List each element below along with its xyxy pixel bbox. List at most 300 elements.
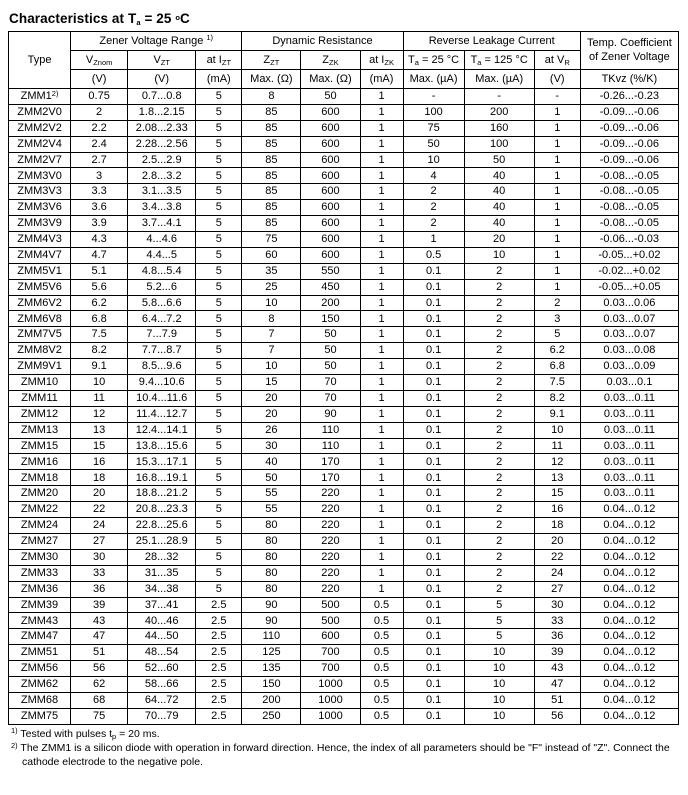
- unit-izt: (mA): [196, 70, 242, 89]
- value-cell: 8.2: [534, 390, 580, 406]
- value-cell: 2: [464, 343, 534, 359]
- value-cell: 1: [360, 263, 403, 279]
- value-cell: 1: [360, 216, 403, 232]
- value-cell: 0.04...0.12: [580, 629, 678, 645]
- table-row: [9, 676, 679, 692]
- group-header-reverse-leakage-current: Reverse Leakage Current: [403, 32, 580, 51]
- type-cell: ZMM22: [9, 502, 71, 518]
- value-cell: 170: [301, 454, 360, 470]
- table-row: [9, 486, 679, 502]
- value-cell: 2.5: [196, 692, 242, 708]
- value-cell: 1: [403, 232, 464, 248]
- col-header-vznom: $V_{Znom}$: [71, 51, 128, 70]
- value-cell: 1000: [301, 692, 360, 708]
- value-cell: 70: [301, 375, 360, 391]
- unit-leakage-25: Max. (µA): [403, 70, 464, 89]
- value-cell: 5.1: [71, 263, 128, 279]
- unit-zzk: Max. (Ω): [301, 70, 360, 89]
- value-cell: 13: [534, 470, 580, 486]
- value-cell: 6.8: [71, 311, 128, 327]
- table-row: [9, 247, 679, 263]
- value-cell: 1: [360, 279, 403, 295]
- value-cell: 11: [534, 438, 580, 454]
- value-cell: 40...46: [128, 613, 196, 629]
- value-cell: 0.1: [403, 645, 464, 661]
- value-cell: 100: [403, 104, 464, 120]
- value-cell: 1: [360, 200, 403, 216]
- footnotes: [8, 728, 684, 771]
- value-cell: 200: [242, 692, 301, 708]
- value-cell: 1: [360, 152, 403, 168]
- value-cell: 0.03...0.08: [580, 343, 678, 359]
- table-row: [9, 200, 679, 216]
- value-cell: 0.1: [403, 375, 464, 391]
- value-cell: 7: [242, 343, 301, 359]
- value-cell: -0.09...-0.06: [580, 152, 678, 168]
- col-header-at-vr: at $V_R$: [534, 51, 580, 70]
- value-cell: 3.4...3.8: [128, 200, 196, 216]
- value-cell: 135: [242, 661, 301, 677]
- type-cell: ZMM39: [9, 597, 71, 613]
- value-cell: -0.26...-0.23: [580, 89, 678, 105]
- value-cell: 50: [242, 470, 301, 486]
- type-cell: ZMM5V6: [9, 279, 71, 295]
- value-cell: 2: [464, 438, 534, 454]
- value-cell: 5: [196, 152, 242, 168]
- value-cell: 8.5...9.6: [128, 359, 196, 375]
- value-cell: -: [534, 89, 580, 105]
- table-row: [9, 708, 679, 724]
- value-cell: 0.04...0.12: [580, 708, 678, 724]
- value-cell: 2: [464, 502, 534, 518]
- table-row: [9, 375, 679, 391]
- value-cell: 1: [534, 247, 580, 263]
- table-row: [9, 263, 679, 279]
- value-cell: 110: [301, 438, 360, 454]
- type-cell: ZMM3V9: [9, 216, 71, 232]
- value-cell: 600: [301, 104, 360, 120]
- value-cell: 2.5: [196, 676, 242, 692]
- value-cell: 600: [301, 629, 360, 645]
- value-cell: 5: [196, 279, 242, 295]
- table-row: [9, 597, 679, 613]
- table-row: [9, 565, 679, 581]
- value-cell: 600: [301, 152, 360, 168]
- value-cell: 0.1: [403, 692, 464, 708]
- value-cell: 2: [464, 565, 534, 581]
- table-row: [9, 120, 679, 136]
- value-cell: 150: [242, 676, 301, 692]
- value-cell: 33: [534, 613, 580, 629]
- type-cell: ZMM18: [9, 470, 71, 486]
- value-cell: 37...41: [128, 597, 196, 613]
- characteristics-table: [8, 31, 679, 725]
- value-cell: 0.1: [403, 533, 464, 549]
- value-cell: 10: [242, 359, 301, 375]
- value-cell: 0.03...0.09: [580, 359, 678, 375]
- type-cell: ZMM6V8: [9, 311, 71, 327]
- value-cell: 1: [360, 168, 403, 184]
- value-cell: 220: [301, 549, 360, 565]
- type-cell: ZMM43: [9, 613, 71, 629]
- value-cell: 2: [464, 581, 534, 597]
- table-row: [9, 661, 679, 677]
- value-cell: 58...66: [128, 676, 196, 692]
- value-cell: 5: [196, 581, 242, 597]
- value-cell: 0.5: [403, 247, 464, 263]
- value-cell: 200: [464, 104, 534, 120]
- value-cell: 0.04...0.12: [580, 597, 678, 613]
- value-cell: 0.04...0.12: [580, 645, 678, 661]
- table-row: [9, 645, 679, 661]
- value-cell: 55: [242, 502, 301, 518]
- type-cell: ZMM9V1: [9, 359, 71, 375]
- value-cell: 15: [71, 438, 128, 454]
- value-cell: 0.75: [71, 89, 128, 105]
- value-cell: 700: [301, 661, 360, 677]
- type-cell: ZMM30: [9, 549, 71, 565]
- value-cell: 2: [464, 470, 534, 486]
- value-cell: 600: [301, 168, 360, 184]
- value-cell: 1: [360, 120, 403, 136]
- value-cell: 22.8...25.6: [128, 518, 196, 534]
- value-cell: 0.1: [403, 661, 464, 677]
- table-row: [9, 390, 679, 406]
- value-cell: 30: [534, 597, 580, 613]
- value-cell: 1: [360, 486, 403, 502]
- value-cell: 20: [464, 232, 534, 248]
- table-row: [9, 343, 679, 359]
- value-cell: 20: [242, 390, 301, 406]
- value-cell: 47: [534, 676, 580, 692]
- value-cell: 2.4: [71, 136, 128, 152]
- value-cell: 1: [360, 89, 403, 105]
- type-cell: ZMM6V2: [9, 295, 71, 311]
- value-cell: 80: [242, 565, 301, 581]
- type-cell: ZMM56: [9, 661, 71, 677]
- value-cell: 0.5: [360, 597, 403, 613]
- value-cell: 220: [301, 486, 360, 502]
- value-cell: 5: [196, 438, 242, 454]
- value-cell: 1: [360, 359, 403, 375]
- table-row: [9, 502, 679, 518]
- value-cell: 7.5: [71, 327, 128, 343]
- value-cell: 5: [196, 216, 242, 232]
- value-cell: 2: [464, 390, 534, 406]
- value-cell: 2: [464, 279, 534, 295]
- value-cell: 2: [464, 263, 534, 279]
- value-cell: 25.1...28.9: [128, 533, 196, 549]
- table-row: [9, 359, 679, 375]
- value-cell: 0.5: [360, 692, 403, 708]
- type-cell: ZMM13: [9, 422, 71, 438]
- col-header-type: Type: [9, 32, 71, 89]
- value-cell: 3.6: [71, 200, 128, 216]
- value-cell: 170: [301, 470, 360, 486]
- value-cell: 2.2: [71, 120, 128, 136]
- value-cell: 5: [196, 533, 242, 549]
- value-cell: 12.4...14.1: [128, 422, 196, 438]
- value-cell: 0.1: [403, 518, 464, 534]
- unit-vznom: (V): [71, 70, 128, 89]
- value-cell: 20: [71, 486, 128, 502]
- value-cell: 70...79: [128, 708, 196, 724]
- type-cell: ZMM10: [9, 375, 71, 391]
- value-cell: 5: [196, 247, 242, 263]
- table-row: [9, 136, 679, 152]
- value-cell: -0.02...+0.02: [580, 263, 678, 279]
- value-cell: 10: [464, 661, 534, 677]
- value-cell: 85: [242, 104, 301, 120]
- value-cell: 7: [242, 327, 301, 343]
- type-cell: ZMM2V4: [9, 136, 71, 152]
- value-cell: 10: [464, 247, 534, 263]
- value-cell: 47: [71, 629, 128, 645]
- value-cell: 2: [534, 295, 580, 311]
- value-cell: 7...7.9: [128, 327, 196, 343]
- table-row: [9, 470, 679, 486]
- value-cell: 2: [464, 406, 534, 422]
- value-cell: 5: [196, 518, 242, 534]
- value-cell: 1: [360, 184, 403, 200]
- value-cell: 2.5: [196, 629, 242, 645]
- value-cell: 8: [242, 311, 301, 327]
- page-title: Characteristics at $T_a = 25$ $^o$C: [9, 11, 190, 27]
- value-cell: 18.8...21.2: [128, 486, 196, 502]
- value-cell: 10: [464, 692, 534, 708]
- value-cell: 10: [71, 375, 128, 391]
- value-cell: 6.2: [71, 295, 128, 311]
- value-cell: 25: [242, 279, 301, 295]
- value-cell: 2.5: [196, 597, 242, 613]
- value-cell: 500: [301, 613, 360, 629]
- value-cell: 1: [534, 120, 580, 136]
- value-cell: 40: [464, 168, 534, 184]
- table-header: [9, 32, 679, 89]
- value-cell: 11.4...12.7: [128, 406, 196, 422]
- value-cell: 16: [534, 502, 580, 518]
- value-cell: 5: [196, 565, 242, 581]
- unit-izk: (mA): [360, 70, 403, 89]
- footnote-1: $^{1)}$ Tested with pulses $t_p = 20$ ms.: [11, 726, 160, 741]
- value-cell: 4.8...5.4: [128, 263, 196, 279]
- type-cell: ZMM33: [9, 565, 71, 581]
- value-cell: 80: [242, 533, 301, 549]
- value-cell: 2: [464, 533, 534, 549]
- value-cell: 5: [196, 454, 242, 470]
- type-cell: ZMM62: [9, 676, 71, 692]
- value-cell: 10: [403, 152, 464, 168]
- value-cell: 2.7: [71, 152, 128, 168]
- value-cell: 22: [71, 502, 128, 518]
- value-cell: 2: [464, 454, 534, 470]
- value-cell: 600: [301, 216, 360, 232]
- value-cell: 1: [534, 184, 580, 200]
- col-header-at-izk: at $I_{ZK}$: [360, 51, 403, 70]
- value-cell: 0.03...0.11: [580, 454, 678, 470]
- value-cell: 5: [196, 184, 242, 200]
- value-cell: 7.7...8.7: [128, 343, 196, 359]
- value-cell: 16: [71, 454, 128, 470]
- type-cell: ZMM11: [9, 390, 71, 406]
- value-cell: 10: [464, 708, 534, 724]
- value-cell: 0.1: [403, 565, 464, 581]
- type-cell: ZMM51: [9, 645, 71, 661]
- value-cell: 1: [360, 232, 403, 248]
- value-cell: 1: [360, 375, 403, 391]
- value-cell: 35: [242, 263, 301, 279]
- value-cell: 8.2: [71, 343, 128, 359]
- value-cell: 0.5: [360, 613, 403, 629]
- value-cell: 5: [196, 549, 242, 565]
- value-cell: -0.08...-0.05: [580, 200, 678, 216]
- value-cell: 0.1: [403, 406, 464, 422]
- value-cell: 11: [71, 390, 128, 406]
- value-cell: 220: [301, 502, 360, 518]
- value-cell: 10: [464, 645, 534, 661]
- type-cell: ZMM68: [9, 692, 71, 708]
- value-cell: 7.5: [534, 375, 580, 391]
- table-row: [9, 168, 679, 184]
- value-cell: -0.09...-0.06: [580, 120, 678, 136]
- value-cell: 200: [301, 295, 360, 311]
- col-header-ta-25: $T_a = 25$ °C: [403, 51, 464, 70]
- value-cell: 40: [464, 200, 534, 216]
- value-cell: 1: [360, 295, 403, 311]
- col-header-at-izt: at $I_{ZT}$: [196, 51, 242, 70]
- value-cell: 3.3: [71, 184, 128, 200]
- value-cell: 20: [242, 406, 301, 422]
- value-cell: 85: [242, 136, 301, 152]
- unit-zzt: Max. (Ω): [242, 70, 301, 89]
- value-cell: 1: [360, 438, 403, 454]
- value-cell: 5: [196, 200, 242, 216]
- type-cell: ZMM16: [9, 454, 71, 470]
- value-cell: 1: [360, 422, 403, 438]
- value-cell: 5: [464, 613, 534, 629]
- value-cell: 15: [242, 375, 301, 391]
- type-cell: ZMM24: [9, 518, 71, 534]
- value-cell: 27: [534, 581, 580, 597]
- value-cell: 75: [71, 708, 128, 724]
- value-cell: 0.03...0.07: [580, 327, 678, 343]
- value-cell: 43: [71, 613, 128, 629]
- table-row: [9, 422, 679, 438]
- value-cell: 1: [360, 104, 403, 120]
- col-header-zzk: $Z_{ZK}$: [301, 51, 360, 70]
- footnote-2: $^{2)}$ The ZMM1 is a silicon diode with operation in forward direction. Hence, the index of all parameters should be "F" instead of "Z". Connect the cathode electrode to the negative pole.: [11, 740, 670, 769]
- value-cell: 30: [242, 438, 301, 454]
- value-cell: 9.1: [71, 359, 128, 375]
- value-cell: 20.8...23.3: [128, 502, 196, 518]
- value-cell: 2: [464, 359, 534, 375]
- value-cell: 10.4...11.6: [128, 390, 196, 406]
- value-cell: 1: [360, 327, 403, 343]
- value-cell: 0.04...0.12: [580, 661, 678, 677]
- value-cell: 2.5: [196, 708, 242, 724]
- value-cell: 1: [534, 200, 580, 216]
- value-cell: 5.2...6: [128, 279, 196, 295]
- value-cell: 31...35: [128, 565, 196, 581]
- value-cell: 36: [534, 629, 580, 645]
- value-cell: 2: [464, 311, 534, 327]
- value-cell: -0.05...+0.05: [580, 279, 678, 295]
- value-cell: 2: [464, 518, 534, 534]
- value-cell: 90: [242, 597, 301, 613]
- type-cell: ZMM1$^{2)}$: [9, 89, 71, 105]
- value-cell: 1000: [301, 708, 360, 724]
- value-cell: 0.1: [403, 343, 464, 359]
- value-cell: 2.5...2.9: [128, 152, 196, 168]
- unit-tkvz: TKvz (%/K): [580, 70, 678, 89]
- value-cell: -0.09...-0.06: [580, 136, 678, 152]
- value-cell: 90: [301, 406, 360, 422]
- value-cell: 75: [242, 232, 301, 248]
- value-cell: 1: [360, 518, 403, 534]
- value-cell: 1: [360, 136, 403, 152]
- table-row: [9, 232, 679, 248]
- table-row: [9, 518, 679, 534]
- value-cell: 5: [196, 168, 242, 184]
- group-header-temp-coefficient: Temp. Coefficient of Zener Voltage: [580, 32, 678, 70]
- value-cell: 56: [534, 708, 580, 724]
- value-cell: 5: [196, 422, 242, 438]
- value-cell: 1: [360, 247, 403, 263]
- value-cell: 0.1: [403, 454, 464, 470]
- type-cell: ZMM75: [9, 708, 71, 724]
- value-cell: 0.1: [403, 390, 464, 406]
- value-cell: 62: [71, 676, 128, 692]
- value-cell: 1: [360, 549, 403, 565]
- value-cell: 4.3: [71, 232, 128, 248]
- value-cell: 1: [360, 565, 403, 581]
- value-cell: 5: [196, 295, 242, 311]
- value-cell: 1000: [301, 676, 360, 692]
- table-row: [9, 184, 679, 200]
- value-cell: -0.05...+0.02: [580, 247, 678, 263]
- value-cell: 4.4...5: [128, 247, 196, 263]
- value-cell: 40: [464, 184, 534, 200]
- value-cell: 30: [71, 549, 128, 565]
- value-cell: 5: [196, 136, 242, 152]
- value-cell: 9.1: [534, 406, 580, 422]
- value-cell: 600: [301, 136, 360, 152]
- value-cell: 50: [403, 136, 464, 152]
- value-cell: 0.1: [403, 279, 464, 295]
- value-cell: 16.8...19.1: [128, 470, 196, 486]
- value-cell: 1: [534, 232, 580, 248]
- value-cell: 1: [360, 390, 403, 406]
- value-cell: 0.1: [403, 311, 464, 327]
- value-cell: 2.5: [196, 613, 242, 629]
- value-cell: 3: [71, 168, 128, 184]
- value-cell: 24: [71, 518, 128, 534]
- value-cell: 250: [242, 708, 301, 724]
- type-cell: ZMM4V3: [9, 232, 71, 248]
- value-cell: 1: [360, 502, 403, 518]
- table-row: [9, 406, 679, 422]
- value-cell: 0.04...0.12: [580, 518, 678, 534]
- value-cell: 0.1: [403, 502, 464, 518]
- value-cell: 5: [534, 327, 580, 343]
- value-cell: 5: [196, 120, 242, 136]
- type-cell: ZMM47: [9, 629, 71, 645]
- value-cell: 50: [464, 152, 534, 168]
- value-cell: 0.03...0.11: [580, 486, 678, 502]
- value-cell: 150: [301, 311, 360, 327]
- value-cell: 5.6: [71, 279, 128, 295]
- value-cell: 5: [196, 470, 242, 486]
